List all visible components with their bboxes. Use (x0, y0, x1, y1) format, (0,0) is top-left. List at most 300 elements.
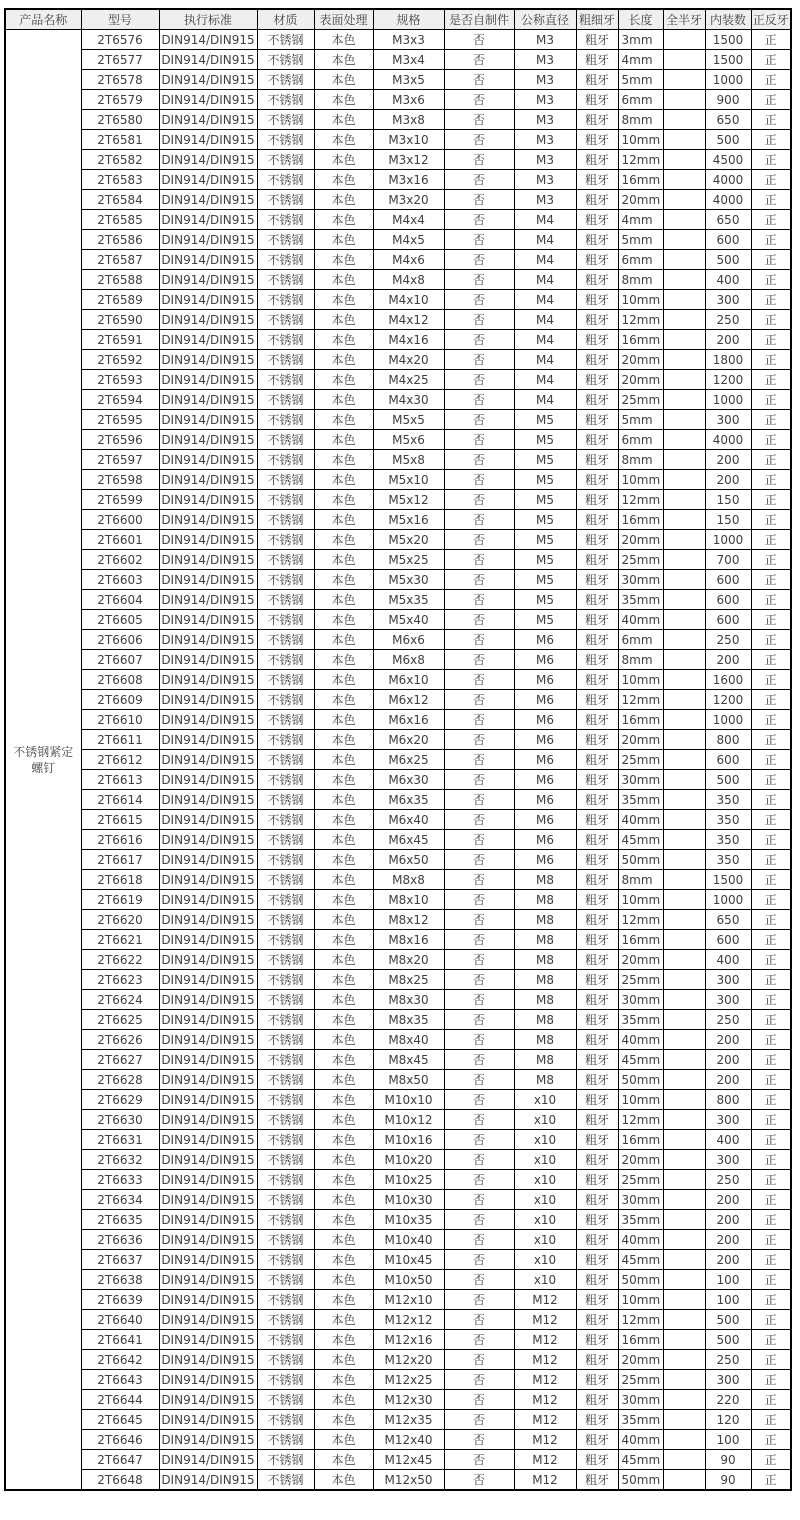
table-row (5, 130, 791, 150)
cell-material: 不锈钢 (257, 1210, 314, 1230)
table-row (5, 1030, 791, 1050)
column-header-full-half: 全半牙 (663, 9, 705, 30)
cell-pack-qty: 1000 (705, 530, 751, 550)
cell-diameter: M8 (514, 930, 576, 950)
cell-surface: 本色 (314, 770, 373, 790)
cell-length: 20mm (618, 730, 663, 750)
cell-direction: 正 (751, 970, 791, 990)
cell-spec: M6x8 (373, 650, 444, 670)
cell-direction: 正 (751, 910, 791, 930)
cell-self-made: 否 (444, 1170, 514, 1190)
cell-standard: DIN914/DIN915 (159, 1090, 257, 1110)
cell-spec: M10x45 (373, 1250, 444, 1270)
cell-direction: 正 (751, 90, 791, 110)
cell-material: 不锈钢 (257, 650, 314, 670)
cell-pack-qty: 400 (705, 1130, 751, 1150)
cell-direction: 正 (751, 130, 791, 150)
cell-length: 4mm (618, 210, 663, 230)
cell-diameter: M3 (514, 70, 576, 90)
cell-model: 2T6607 (81, 650, 159, 670)
cell-model: 2T6619 (81, 890, 159, 910)
cell-full-half (663, 1330, 705, 1350)
table-row (5, 1210, 791, 1230)
cell-material: 不锈钢 (257, 1050, 314, 1070)
cell-direction: 正 (751, 310, 791, 330)
cell-standard: DIN914/DIN915 (159, 250, 257, 270)
cell-surface: 本色 (314, 170, 373, 190)
cell-spec: M12x16 (373, 1330, 444, 1350)
cell-thread: 粗牙 (576, 1330, 618, 1350)
cell-material: 不锈钢 (257, 110, 314, 130)
cell-full-half (663, 1350, 705, 1370)
table-row (5, 990, 791, 1010)
cell-diameter: M3 (514, 90, 576, 110)
cell-material: 不锈钢 (257, 230, 314, 250)
cell-model: 2T6640 (81, 1310, 159, 1330)
cell-surface: 本色 (314, 1470, 373, 1491)
cell-material: 不锈钢 (257, 1330, 314, 1350)
cell-surface: 本色 (314, 1170, 373, 1190)
cell-model: 2T6603 (81, 570, 159, 590)
cell-material: 不锈钢 (257, 570, 314, 590)
table-row (5, 510, 791, 530)
cell-diameter: M6 (514, 690, 576, 710)
cell-thread: 粗牙 (576, 1130, 618, 1150)
cell-spec: M4x30 (373, 390, 444, 410)
cell-diameter: M3 (514, 170, 576, 190)
cell-direction: 正 (751, 1150, 791, 1170)
table-row (5, 1150, 791, 1170)
cell-pack-qty: 150 (705, 490, 751, 510)
cell-surface: 本色 (314, 310, 373, 330)
cell-self-made: 否 (444, 550, 514, 570)
cell-material: 不锈钢 (257, 550, 314, 570)
cell-self-made: 否 (444, 830, 514, 850)
table-row (5, 1130, 791, 1150)
cell-material: 不锈钢 (257, 1110, 314, 1130)
cell-diameter: x10 (514, 1110, 576, 1130)
cell-material: 不锈钢 (257, 450, 314, 470)
cell-standard: DIN914/DIN915 (159, 70, 257, 90)
cell-spec: M6x45 (373, 830, 444, 850)
cell-full-half (663, 30, 705, 50)
cell-full-half (663, 1270, 705, 1290)
cell-pack-qty: 1500 (705, 870, 751, 890)
cell-self-made: 否 (444, 210, 514, 230)
cell-model: 2T6592 (81, 350, 159, 370)
cell-thread: 粗牙 (576, 1150, 618, 1170)
cell-length: 35mm (618, 1410, 663, 1430)
table-row (5, 30, 791, 50)
cell-full-half (663, 190, 705, 210)
cell-direction: 正 (751, 510, 791, 530)
cell-material: 不锈钢 (257, 990, 314, 1010)
cell-full-half (663, 830, 705, 850)
cell-thread: 粗牙 (576, 790, 618, 810)
cell-thread: 粗牙 (576, 550, 618, 570)
cell-material: 不锈钢 (257, 670, 314, 690)
cell-diameter: x10 (514, 1170, 576, 1190)
cell-diameter: x10 (514, 1270, 576, 1290)
cell-pack-qty: 250 (705, 1010, 751, 1030)
cell-full-half (663, 290, 705, 310)
cell-direction: 正 (751, 1450, 791, 1470)
cell-material: 不锈钢 (257, 170, 314, 190)
cell-spec: M6x20 (373, 730, 444, 750)
cell-model: 2T6609 (81, 690, 159, 710)
cell-direction: 正 (751, 150, 791, 170)
cell-full-half (663, 230, 705, 250)
cell-full-half (663, 210, 705, 230)
cell-length: 6mm (618, 90, 663, 110)
cell-material: 不锈钢 (257, 870, 314, 890)
cell-pack-qty: 300 (705, 1110, 751, 1130)
cell-pack-qty: 350 (705, 850, 751, 870)
cell-standard: DIN914/DIN915 (159, 190, 257, 210)
cell-pack-qty: 1000 (705, 390, 751, 410)
cell-surface: 本色 (314, 1410, 373, 1430)
cell-surface: 本色 (314, 1370, 373, 1390)
cell-pack-qty: 500 (705, 130, 751, 150)
cell-thread: 粗牙 (576, 590, 618, 610)
cell-thread: 粗牙 (576, 230, 618, 250)
cell-full-half (663, 470, 705, 490)
cell-length: 45mm (618, 1250, 663, 1270)
cell-standard: DIN914/DIN915 (159, 90, 257, 110)
table-body (5, 30, 791, 1491)
cell-self-made: 否 (444, 1210, 514, 1230)
cell-surface: 本色 (314, 270, 373, 290)
cell-pack-qty: 650 (705, 910, 751, 930)
cell-length: 5mm (618, 230, 663, 250)
cell-length: 45mm (618, 1450, 663, 1470)
cell-self-made: 否 (444, 1050, 514, 1070)
cell-thread: 粗牙 (576, 650, 618, 670)
cell-pack-qty: 1000 (705, 70, 751, 90)
cell-spec: M10x50 (373, 1270, 444, 1290)
cell-pack-qty: 500 (705, 1330, 751, 1350)
cell-direction: 正 (751, 1470, 791, 1491)
cell-diameter: M6 (514, 770, 576, 790)
cell-thread: 粗牙 (576, 710, 618, 730)
cell-thread: 粗牙 (576, 150, 618, 170)
cell-pack-qty: 300 (705, 990, 751, 1010)
cell-material: 不锈钢 (257, 970, 314, 990)
cell-spec: M4x4 (373, 210, 444, 230)
cell-model: 2T6647 (81, 1450, 159, 1470)
table-row (5, 550, 791, 570)
cell-diameter: M5 (514, 470, 576, 490)
cell-length: 20mm (618, 530, 663, 550)
cell-length: 40mm (618, 610, 663, 630)
cell-thread: 粗牙 (576, 290, 618, 310)
table-row (5, 850, 791, 870)
cell-material: 不锈钢 (257, 90, 314, 110)
cell-full-half (663, 670, 705, 690)
cell-standard: DIN914/DIN915 (159, 890, 257, 910)
cell-material: 不锈钢 (257, 830, 314, 850)
cell-pack-qty: 250 (705, 1350, 751, 1370)
cell-pack-qty: 200 (705, 1070, 751, 1090)
cell-spec: M3x12 (373, 150, 444, 170)
cell-self-made: 否 (444, 530, 514, 550)
cell-model: 2T6594 (81, 390, 159, 410)
cell-pack-qty: 100 (705, 1270, 751, 1290)
cell-thread: 粗牙 (576, 1090, 618, 1110)
cell-standard: DIN914/DIN915 (159, 1350, 257, 1370)
cell-material: 不锈钢 (257, 690, 314, 710)
cell-model: 2T6635 (81, 1210, 159, 1230)
cell-surface: 本色 (314, 690, 373, 710)
cell-standard: DIN914/DIN915 (159, 1130, 257, 1150)
cell-length: 8mm (618, 650, 663, 670)
cell-surface: 本色 (314, 730, 373, 750)
cell-self-made: 否 (444, 750, 514, 770)
cell-full-half (663, 510, 705, 530)
cell-material: 不锈钢 (257, 430, 314, 450)
cell-material: 不锈钢 (257, 1170, 314, 1190)
cell-thread: 粗牙 (576, 1010, 618, 1030)
cell-spec: M10x12 (373, 1110, 444, 1130)
cell-thread: 粗牙 (576, 530, 618, 550)
cell-self-made: 否 (444, 130, 514, 150)
cell-self-made: 否 (444, 1150, 514, 1170)
cell-surface: 本色 (314, 1290, 373, 1310)
cell-diameter: M5 (514, 550, 576, 570)
cell-direction: 正 (751, 750, 791, 770)
cell-standard: DIN914/DIN915 (159, 1390, 257, 1410)
cell-model: 2T6632 (81, 1150, 159, 1170)
table-row (5, 1410, 791, 1430)
cell-surface: 本色 (314, 930, 373, 950)
table-row (5, 310, 791, 330)
cell-standard: DIN914/DIN915 (159, 770, 257, 790)
cell-spec: M10x30 (373, 1190, 444, 1210)
cell-thread: 粗牙 (576, 210, 618, 230)
cell-pack-qty: 200 (705, 330, 751, 350)
table-row (5, 670, 791, 690)
cell-model: 2T6584 (81, 190, 159, 210)
cell-spec: M10x25 (373, 1170, 444, 1190)
cell-pack-qty: 800 (705, 1090, 751, 1110)
cell-thread: 粗牙 (576, 1290, 618, 1310)
cell-model: 2T6595 (81, 410, 159, 430)
cell-length: 10mm (618, 290, 663, 310)
table-row (5, 1390, 791, 1410)
cell-material: 不锈钢 (257, 490, 314, 510)
cell-standard: DIN914/DIN915 (159, 1030, 257, 1050)
cell-surface: 本色 (314, 810, 373, 830)
cell-direction: 正 (751, 450, 791, 470)
cell-material: 不锈钢 (257, 130, 314, 150)
cell-full-half (663, 90, 705, 110)
cell-model: 2T6616 (81, 830, 159, 850)
cell-standard: DIN914/DIN915 (159, 810, 257, 830)
cell-length: 8mm (618, 110, 663, 130)
cell-standard: DIN914/DIN915 (159, 330, 257, 350)
table-row (5, 210, 791, 230)
cell-spec: M12x10 (373, 1290, 444, 1310)
cell-pack-qty: 200 (705, 470, 751, 490)
cell-model: 2T6611 (81, 730, 159, 750)
cell-surface: 本色 (314, 910, 373, 930)
cell-diameter: M4 (514, 310, 576, 330)
cell-spec: M5x5 (373, 410, 444, 430)
cell-material: 不锈钢 (257, 250, 314, 270)
table-row (5, 1430, 791, 1450)
cell-material: 不锈钢 (257, 530, 314, 550)
cell-pack-qty: 600 (705, 930, 751, 950)
header-row (5, 9, 791, 30)
column-header-diameter: 公称直径 (514, 9, 576, 30)
cell-self-made: 否 (444, 1070, 514, 1090)
cell-surface: 本色 (314, 570, 373, 590)
cell-diameter: M5 (514, 590, 576, 610)
cell-surface: 本色 (314, 290, 373, 310)
table-row (5, 570, 791, 590)
cell-full-half (663, 530, 705, 550)
cell-diameter: M8 (514, 910, 576, 930)
cell-direction: 正 (751, 490, 791, 510)
cell-full-half (663, 370, 705, 390)
cell-full-half (663, 170, 705, 190)
cell-diameter: M12 (514, 1310, 576, 1330)
table-row (5, 870, 791, 890)
cell-full-half (663, 910, 705, 930)
cell-pack-qty: 1800 (705, 350, 751, 370)
cell-standard: DIN914/DIN915 (159, 390, 257, 410)
cell-diameter: M12 (514, 1430, 576, 1450)
cell-diameter: M6 (514, 710, 576, 730)
table-row (5, 1270, 791, 1290)
cell-full-half (663, 110, 705, 130)
cell-pack-qty: 200 (705, 450, 751, 470)
cell-surface: 本色 (314, 1430, 373, 1450)
cell-pack-qty: 90 (705, 1470, 751, 1491)
cell-spec: M5x35 (373, 590, 444, 610)
cell-length: 12mm (618, 310, 663, 330)
cell-full-half (663, 1210, 705, 1230)
cell-direction: 正 (751, 1230, 791, 1250)
cell-surface: 本色 (314, 150, 373, 170)
cell-direction: 正 (751, 270, 791, 290)
cell-material: 不锈钢 (257, 1250, 314, 1270)
cell-standard: DIN914/DIN915 (159, 270, 257, 290)
cell-length: 5mm (618, 70, 663, 90)
cell-standard: DIN914/DIN915 (159, 1430, 257, 1450)
cell-direction: 正 (751, 530, 791, 550)
cell-diameter: M8 (514, 970, 576, 990)
table-row (5, 110, 791, 130)
cell-full-half (663, 1410, 705, 1430)
cell-diameter: M8 (514, 870, 576, 890)
cell-pack-qty: 600 (705, 750, 751, 770)
table-row (5, 830, 791, 850)
cell-length: 10mm (618, 890, 663, 910)
cell-surface: 本色 (314, 1190, 373, 1210)
cell-spec: M12x20 (373, 1350, 444, 1370)
table-row (5, 430, 791, 450)
table-row (5, 390, 791, 410)
cell-model: 2T6613 (81, 770, 159, 790)
cell-spec: M6x6 (373, 630, 444, 650)
table-row (5, 710, 791, 730)
cell-spec: M5x16 (373, 510, 444, 530)
cell-full-half (663, 70, 705, 90)
cell-thread: 粗牙 (576, 1170, 618, 1190)
cell-direction: 正 (751, 1250, 791, 1270)
cell-thread: 粗牙 (576, 810, 618, 830)
cell-surface: 本色 (314, 130, 373, 150)
cell-length: 30mm (618, 1390, 663, 1410)
cell-direction: 正 (751, 1410, 791, 1430)
cell-standard: DIN914/DIN915 (159, 110, 257, 130)
cell-model: 2T6645 (81, 1410, 159, 1430)
cell-self-made: 否 (444, 1330, 514, 1350)
cell-material: 不锈钢 (257, 70, 314, 90)
cell-diameter: M4 (514, 270, 576, 290)
cell-spec: M5x20 (373, 530, 444, 550)
cell-thread: 粗牙 (576, 1410, 618, 1430)
cell-thread: 粗牙 (576, 1450, 618, 1470)
cell-thread: 粗牙 (576, 370, 618, 390)
cell-model: 2T6615 (81, 810, 159, 830)
cell-full-half (663, 630, 705, 650)
cell-full-half (663, 1170, 705, 1190)
cell-pack-qty: 800 (705, 730, 751, 750)
cell-diameter: M3 (514, 110, 576, 130)
cell-diameter: M5 (514, 450, 576, 470)
cell-spec: M12x35 (373, 1410, 444, 1430)
cell-direction: 正 (751, 1330, 791, 1350)
cell-full-half (663, 270, 705, 290)
cell-length: 35mm (618, 1010, 663, 1030)
cell-material: 不锈钢 (257, 910, 314, 930)
cell-material: 不锈钢 (257, 210, 314, 230)
cell-surface: 本色 (314, 70, 373, 90)
cell-pack-qty: 650 (705, 210, 751, 230)
cell-length: 20mm (618, 350, 663, 370)
cell-thread: 粗牙 (576, 610, 618, 630)
product-table (4, 8, 792, 1491)
cell-material: 不锈钢 (257, 350, 314, 370)
cell-model: 2T6602 (81, 550, 159, 570)
cell-material: 不锈钢 (257, 1390, 314, 1410)
cell-spec: M3x5 (373, 70, 444, 90)
cell-surface: 本色 (314, 1130, 373, 1150)
cell-standard: DIN914/DIN915 (159, 1110, 257, 1130)
cell-direction: 正 (751, 890, 791, 910)
cell-spec: M10x16 (373, 1130, 444, 1150)
cell-length: 45mm (618, 1050, 663, 1070)
cell-pack-qty: 300 (705, 970, 751, 990)
cell-length: 10mm (618, 470, 663, 490)
cell-thread: 粗牙 (576, 390, 618, 410)
cell-self-made: 否 (444, 1410, 514, 1430)
cell-surface: 本色 (314, 370, 373, 390)
cell-length: 45mm (618, 830, 663, 850)
cell-self-made: 否 (444, 930, 514, 950)
cell-surface: 本色 (314, 1450, 373, 1470)
cell-material: 不锈钢 (257, 1230, 314, 1250)
cell-model: 2T6638 (81, 1270, 159, 1290)
cell-full-half (663, 1190, 705, 1210)
cell-diameter: x10 (514, 1230, 576, 1250)
cell-material: 不锈钢 (257, 590, 314, 610)
cell-thread: 粗牙 (576, 330, 618, 350)
cell-direction: 正 (751, 1430, 791, 1450)
cell-material: 不锈钢 (257, 1010, 314, 1030)
